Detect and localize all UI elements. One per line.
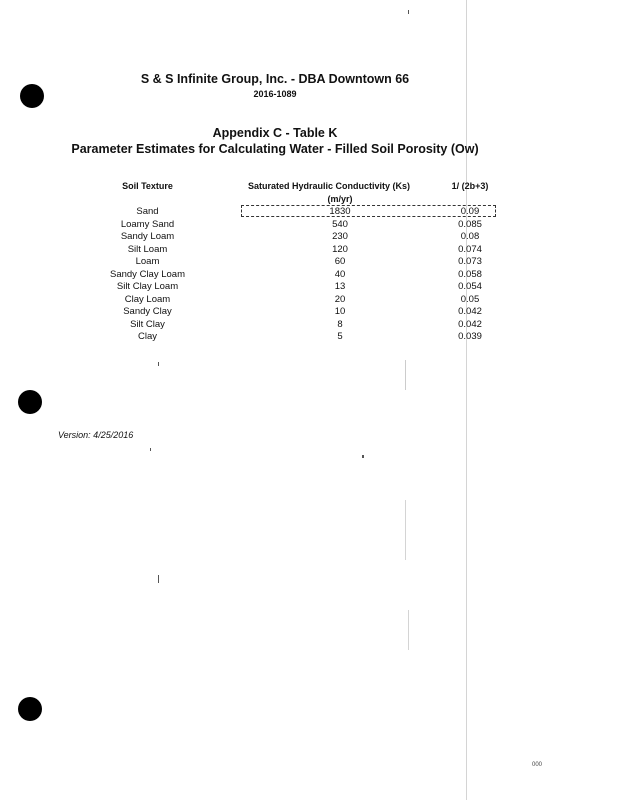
- cell-texture: Sand: [136, 206, 159, 217]
- col-header-texture: Soil Texture: [122, 181, 173, 191]
- col-header-ks-units: (m/yr): [327, 194, 353, 204]
- cell-b: 0.085: [458, 218, 482, 230]
- cell-ks: 10: [334, 306, 346, 317]
- cell-ks: 230: [332, 231, 348, 242]
- table-row: [0, 231, 618, 243]
- scan-speck: [150, 448, 151, 451]
- cell-texture: Loamy Sand: [120, 218, 175, 230]
- cell-texture: Clay: [137, 331, 157, 342]
- table-subtitle: Parameter Estimates for Calculating Water - Filled Soil Porosity (Ow): [71, 142, 479, 156]
- scan-streak: [466, 0, 467, 800]
- cell-texture: Sandy Clay: [123, 306, 172, 317]
- cell-ks: 540: [332, 218, 348, 230]
- cell-b: 0.05: [460, 293, 480, 305]
- table-row: [0, 256, 618, 268]
- cell-b: 0.09: [460, 206, 480, 217]
- cell-ks: 13: [334, 281, 346, 292]
- project-number: 2016-1089: [253, 89, 297, 99]
- page-mark: 000: [532, 762, 543, 768]
- cell-texture: Silt Clay Loam: [116, 281, 179, 292]
- cell-texture: Loam: [135, 256, 160, 267]
- company-name: S & S Infinite Group, Inc. - DBA Downtown 66: [140, 72, 410, 86]
- cell-b: 0.058: [458, 268, 482, 280]
- table-row: [0, 294, 618, 306]
- col-header-ks: Saturated Hydraulic Conductivity (Ks): [248, 181, 411, 191]
- table-row: [0, 281, 618, 293]
- cell-texture: Sandy Clay Loam: [110, 268, 185, 280]
- table-row: [0, 206, 618, 218]
- table-row: [0, 244, 618, 256]
- cell-b: 0.039: [458, 331, 482, 342]
- cell-b: 0.054: [458, 281, 482, 292]
- version-date: Version: 4/25/2016: [58, 430, 134, 440]
- table-row: [0, 331, 618, 343]
- cell-b: 0.08: [460, 231, 480, 242]
- table-row: [0, 269, 618, 281]
- cell-ks: 20: [334, 293, 346, 305]
- cell-ks: 1830: [329, 206, 351, 217]
- cell-texture: Silt Loam: [127, 243, 168, 255]
- cell-b: 0.074: [458, 243, 482, 255]
- binder-hole-bottom: [18, 697, 42, 721]
- scan-speck: [158, 362, 159, 366]
- cell-ks: 120: [332, 243, 348, 255]
- cell-texture: Silt Clay: [130, 318, 165, 330]
- cell-b: 0.042: [458, 306, 482, 317]
- scan-speck: [405, 360, 406, 390]
- scan-speck: [408, 610, 409, 650]
- table-row: [0, 219, 618, 231]
- table-title: Appendix C - Table K: [212, 126, 338, 140]
- col-header-b: 1/ (2b+3): [451, 181, 489, 191]
- scan-speck: [405, 500, 406, 560]
- cell-b: 0.073: [458, 256, 482, 267]
- cell-ks: 5: [337, 331, 343, 342]
- scan-speck: [408, 10, 409, 14]
- cell-ks: 8: [337, 318, 343, 330]
- cell-b: 0.042: [458, 318, 482, 330]
- cell-texture: Clay Loam: [124, 293, 171, 305]
- scan-speck: [362, 455, 364, 458]
- cell-texture: Sandy Loam: [120, 231, 175, 242]
- binder-hole-middle: [18, 390, 42, 414]
- scan-speck: [158, 575, 159, 583]
- cell-ks: 40: [334, 268, 346, 280]
- table-row: [0, 306, 618, 318]
- table-row: [0, 319, 618, 331]
- cell-ks: 60: [334, 256, 346, 267]
